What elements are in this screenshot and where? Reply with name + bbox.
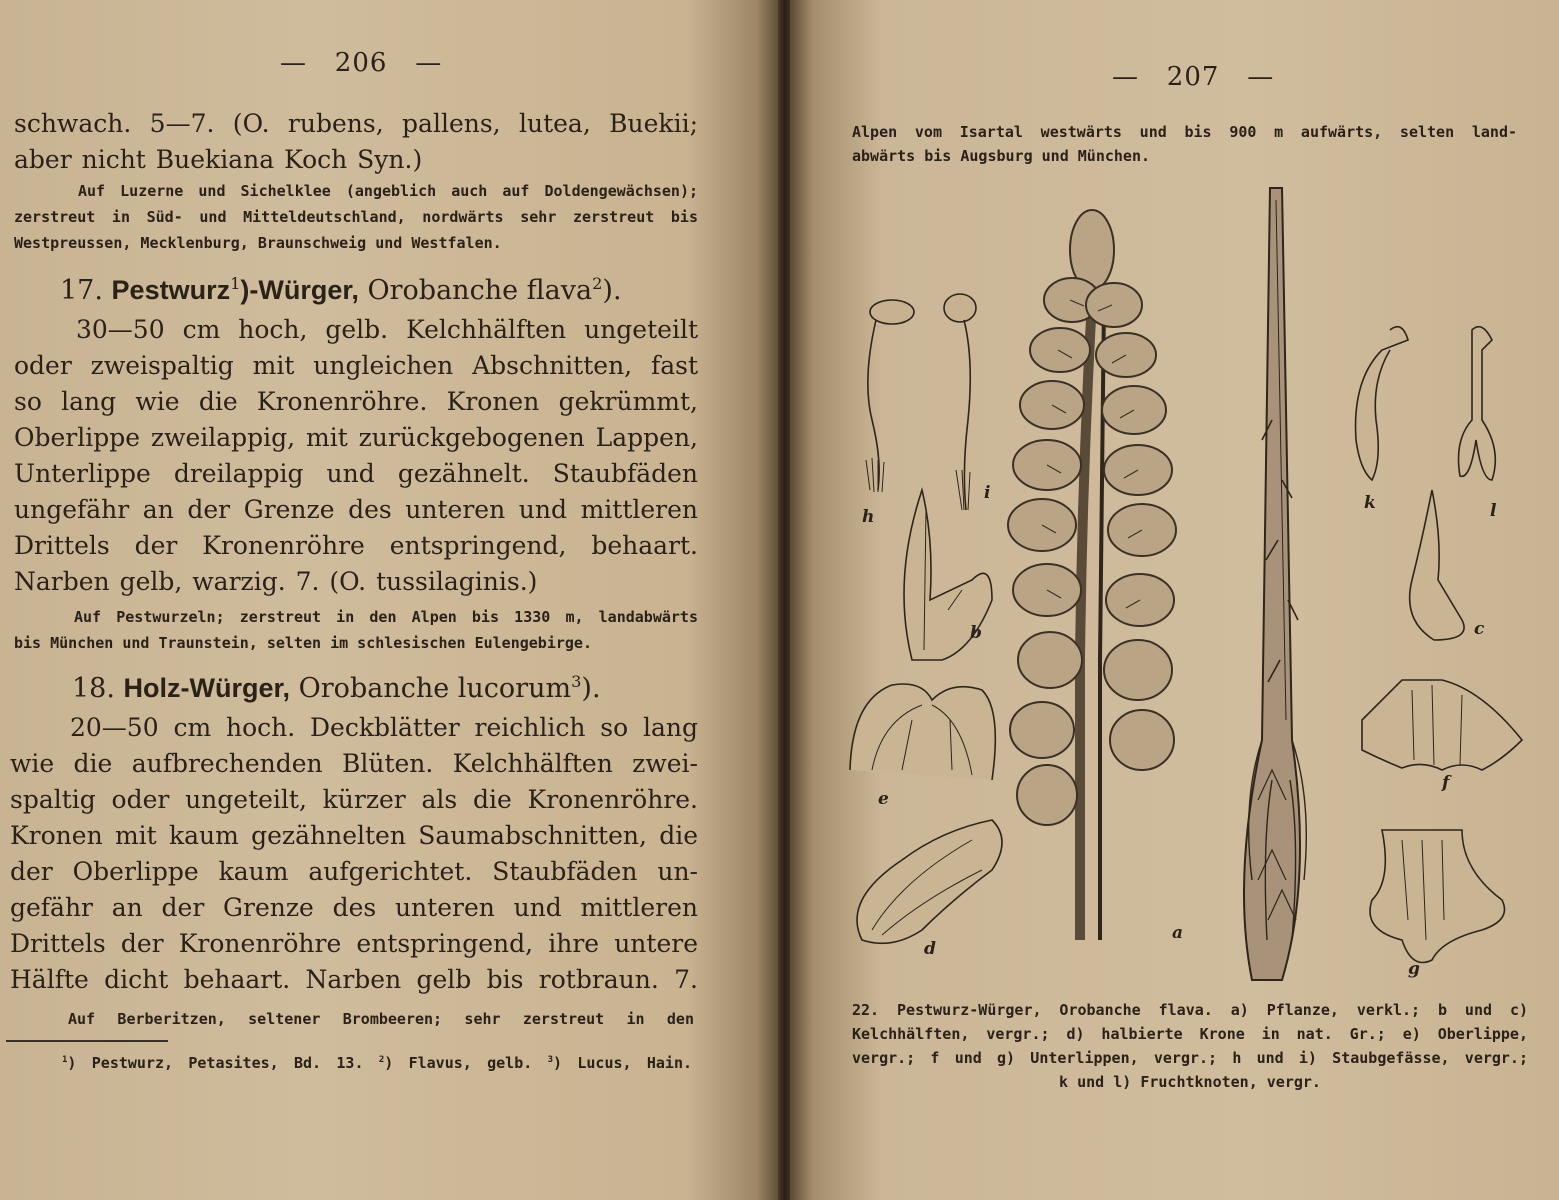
footnote-3: ) Lucus, Hain. — [553, 1054, 693, 1072]
scientific-name: Orobanche flava — [367, 275, 593, 306]
species-number: 18. — [72, 673, 115, 704]
note-line: Auf Berberitzen, seltener Brombeeren; sehr zerstreut in den — [68, 1010, 694, 1028]
text-line: spaltig oder ungeteilt, kürzer als die Kronenröhre. — [10, 785, 698, 814]
footnote-rule — [6, 1040, 168, 1042]
species-number: 17. — [60, 275, 103, 306]
caption-line: k und l) Fruchtknoten, vergr. — [1059, 1073, 1321, 1091]
pistil-l — [1459, 327, 1496, 480]
text-line: der Oberlippe kaum aufgerichtet. Staubfäden un- — [10, 857, 698, 886]
text-line: Drittels der Kronenröhre entspringend, behaart. — [14, 531, 698, 560]
figure-label-k: k — [1364, 493, 1376, 513]
species-heading-17 — [60, 270, 622, 311]
figure-label-a: a — [1172, 923, 1184, 943]
footnote-1: ) Pestwurz, Petasites, Bd. 13. — [67, 1054, 364, 1072]
figure-label-f: f — [1442, 773, 1450, 793]
figure-label-l: l — [1490, 501, 1497, 521]
text-line: 20—50 cm hoch. Deckblätter reichlich so lang — [70, 713, 698, 742]
right-page — [790, 0, 1559, 1200]
page-number-207: — 207 — — [1112, 62, 1275, 92]
lower-lip-g — [1370, 830, 1505, 963]
text-line: Narben gelb, warzig. 7. (O. tussilaginis.) — [14, 567, 538, 596]
text-line: abwärts bis Augsburg und München. — [852, 147, 1151, 165]
lower-lip-f — [1362, 680, 1522, 770]
note-line: Westpreussen, Mecklenburg, Braunschweig und Westfalen. — [14, 234, 502, 252]
figure-label-h: h — [862, 507, 875, 527]
halved-corolla-d — [857, 820, 1002, 943]
figure-label-b: b — [970, 623, 982, 643]
text-line: Unterlippe dreilappig und gezähnelt. Staubfäden — [14, 459, 698, 488]
footnote-mark: 2 — [592, 274, 603, 293]
footnote-mark: 2 — [378, 1055, 385, 1065]
text-line: Alpen vom Isartal westwärts und bis 900 m aufwärts, selten land- — [852, 123, 1517, 141]
botanical-illustration — [842, 180, 1532, 990]
footnote-2: ) Flavus, gelb. — [384, 1054, 533, 1072]
note-line: Auf Luzerne und Sichelklee (angeblich auch auf Doldengewächsen); — [78, 182, 698, 200]
species-name: Holz-Würger, — [123, 673, 291, 703]
figure-label-e: e — [878, 789, 889, 809]
text-line: Drittels der Kronenröhre entspringend, ihre untere — [10, 929, 698, 958]
text-line: so lang wie die Kronenröhre. Kronen gekrümmt, — [14, 387, 698, 416]
plant-a — [1008, 210, 1176, 940]
note-line: bis München und Traunstein, selten im schlesischen Eulengebirge. — [14, 634, 592, 652]
scientific-name: Orobanche lucorum — [298, 673, 572, 704]
species-heading-18 — [72, 668, 601, 709]
upper-lip-e — [850, 684, 995, 780]
page-number-206: — 206 — — [280, 48, 443, 78]
footnote-mark: 1 — [62, 1055, 68, 1065]
calyx-half-c — [1410, 490, 1464, 640]
text-line: 30—50 cm hoch, gelb. Kelchhälften ungeteilt — [76, 315, 698, 344]
text-line: Kronen mit kaum gezähnelten Saumabschnitten, die — [10, 821, 698, 850]
stamen-h — [866, 300, 914, 492]
footnote-mark: 3 — [571, 672, 582, 691]
figure-label-g: g — [1408, 959, 1420, 979]
text-line: schwach. 5—7. (O. rubens, pallens, lutea, Buekii; — [14, 109, 698, 138]
text-line: ungefähr an der Grenze des unteren und mittleren — [14, 495, 698, 524]
caption-line: vergr.; f und g) Unterlippen, vergr.; h und i) Staubgefässe, vergr.; — [852, 1049, 1528, 1067]
text-line: Oberlippe zweilappig, mit zurückgebogenen Lappen, — [14, 423, 698, 452]
text-line: Hälfte dicht behaart. Narben gelb bis rotbraun. 7. — [10, 965, 698, 994]
figure-label-c: c — [1474, 619, 1485, 639]
footnotes — [62, 1050, 692, 1076]
note-line: zerstreut in Süd- und Mitteldeutschland, nordwärts sehr zerstreut bis — [14, 208, 698, 226]
stamen-i — [944, 294, 976, 510]
pistil-k — [1356, 327, 1408, 480]
species-name: Pestwurz — [111, 275, 231, 305]
species-name-rest: )-Würger, — [240, 275, 359, 305]
stem-with-scales — [1244, 188, 1306, 980]
text-line: oder zweispaltig mit ungleichen Abschnitten, fast — [14, 351, 698, 380]
note-line: Auf Pestwurzeln; zerstreut in den Alpen bis 1330 m, landabwärts — [74, 608, 698, 626]
text-line: gefähr an der Grenze des unteren und mittleren — [10, 893, 698, 922]
text-line: wie die aufbrechenden Blüten. Kelchhälften zwei- — [10, 749, 698, 778]
heading-end: ). — [602, 275, 622, 306]
footnote-mark: 3 — [547, 1055, 554, 1065]
heading-end: ). — [581, 673, 601, 704]
footnote-mark: 1 — [230, 274, 241, 293]
text-line: aber nicht Buekiana Koch Syn.) — [14, 145, 423, 174]
caption-line: 22. Pestwurz-Würger, Orobanche flava. a) Pflanze, verkl.; b und c) — [852, 1001, 1528, 1019]
figure-label-d: d — [924, 939, 936, 959]
figure-label-i: i — [984, 483, 991, 503]
caption-line: Kelchhälften, vergr.; d) halbierte Krone in nat. Gr.; e) Oberlippe, — [852, 1025, 1528, 1043]
